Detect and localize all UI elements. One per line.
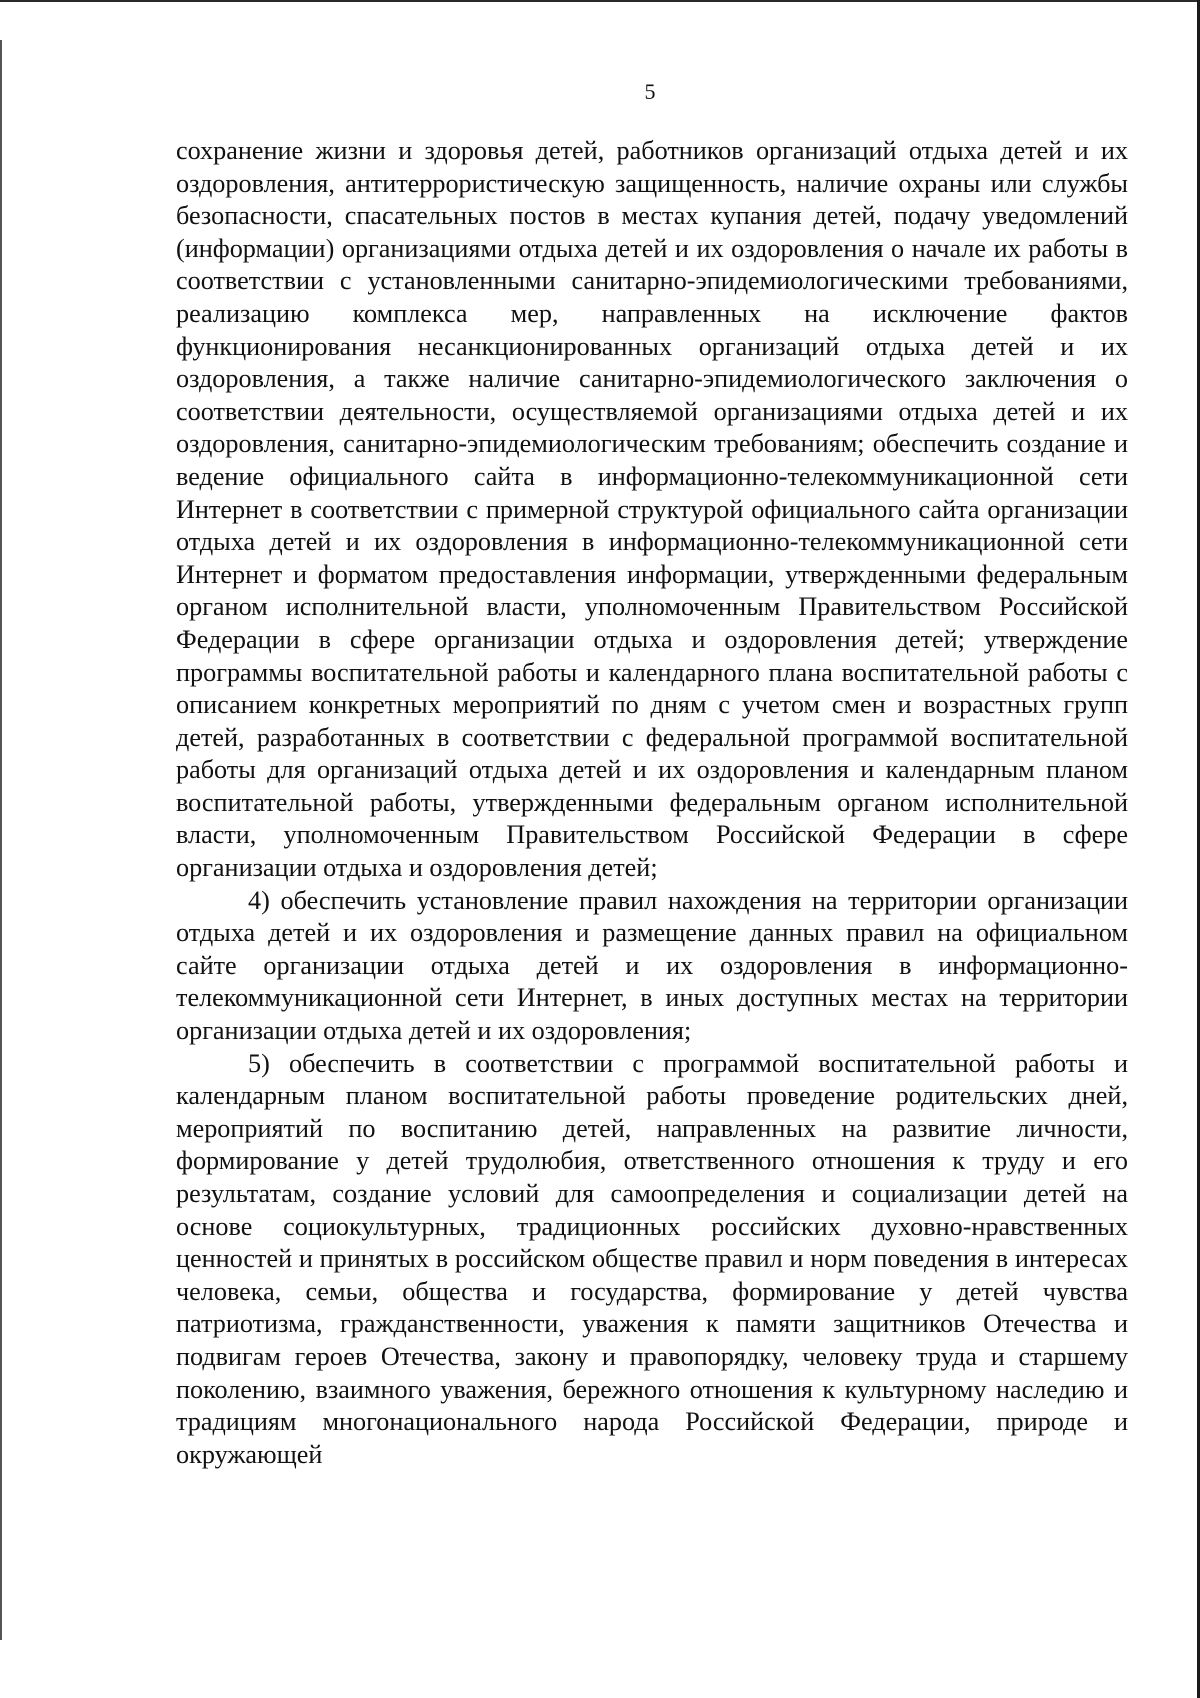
paragraph-item-5: 5) обеспечить в соответствии с программой воспитательной работы и календарным планом воспитательной работы проведение родительских дней, мероприятий по воспитанию детей, направленных на развитие личности, формирование у детей трудолюбия, ответственного отношения к труду и его результатам, создание условий для самоопределения и социализации детей на основе социокультурных, традиционных российских духовно-нравственных ценностей и принятых в российском обществе правил и норм поведения в интересах человека, семьи, общества и государства, формирование у детей чувства патриотизма, гражданственности, уважения к памяти защитников Отечества и подвигам героев Отечества, закону и правопорядку, человеку труда и старшему поколению, взаимного уважения, бережного отношения к культурному наследию и традициям многонационального народа Российской Федерации, природе и окружающей — [176, 1048, 1128, 1469]
paragraph-continuation: сохранение жизни и здоровья детей, работников организаций отдыха детей и их оздоровления, антитеррористическую защищенность, наличие охраны или службы безопасности, спасательных постов в местах купания детей, подачу уведомлений (информации) организациями отдыха детей и их оздоровления о начале их работы в соответствии с установленными санитарно-эпидемиологическими требованиями, реализацию комплекса мер, направленных на исключение фактов функционирования несанкционированных организаций отдыха детей и их оздоровления, а также наличие санитарно-эпидемиологического заключения о соответствии деятельности, осуществляемой организациями отдыха детей и их оздоровления, санитарно-эпидемиологическим требованиям; обеспечить создание и ведение официального сайта в информационно-телекоммуникационной сети Интернет в соответствии с примерной структурой официального сайта организации отдыха детей и их оздоровления в информационно-телекоммуникационной сети Интернет и форматом предоставления информации, утвержденными федеральным органом исполнительной власти, уполномоченным Правительством Российской Федерации в сфере организации отдыха и оздоровления детей; утверждение программы воспитательной работы и календарного плана воспитательной работы с описанием конкретных мероприятий по дням с учетом смен и возрастных групп детей, разработанных в соответствии с федеральной программой воспитательной работы для организаций отдыха детей и их оздоровления и календарным планом воспитательной работы, утвержденными федеральным органом исполнительной власти, уполномоченным Правительством Российской Федерации в сфере организации отдыха и оздоровления детей; — [176, 136, 1128, 883]
scan-border-top — [0, 0, 1200, 2]
page-number: 5 — [644, 79, 656, 104]
paragraph-item-4: 4) обеспечить установление правил нахождения на территории организации отдыха детей и их оздоровления и размещение данных правил на официальном сайте организации отдыха детей и их оздоровления в информационно-телекоммуникационной сети Интернет, в иных доступных местах на территории организации отдыха детей и их оздоровления; — [176, 885, 1128, 1046]
scan-border-left — [0, 40, 2, 1640]
document-body — [176, 135, 1128, 1471]
